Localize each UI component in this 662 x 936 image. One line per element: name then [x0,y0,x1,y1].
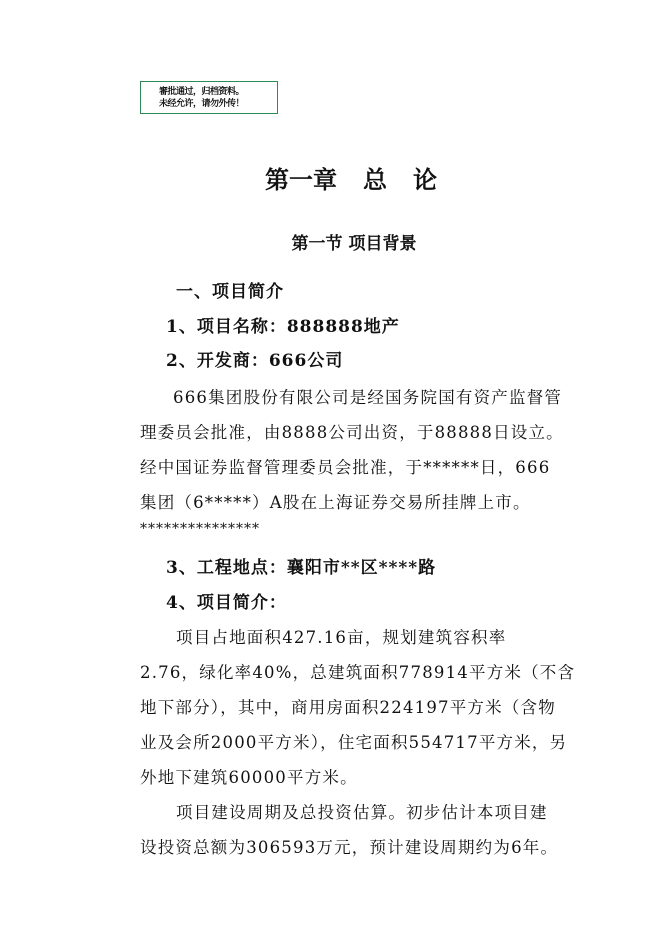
section-title: 第一节 项目背景 [291,234,417,254]
paragraph-line: 2.76，绿化率40%，总建筑面积778914平方米（不含 [140,663,576,682]
paragraph-line: 项目建设周期及总投资估算。初步估计本项目建 [176,803,548,822]
item-location: 3、工程地点：襄阳市**区****路 [166,558,437,578]
chapter-word-1: 总 [363,165,387,194]
project-paragraph [140,620,576,795]
chapter-number: 第一章 [265,165,337,194]
stamp-line-2: 未经允许，请勿外传！ [159,99,245,109]
company-paragraph [140,380,564,520]
approval-stamp [140,81,278,114]
paragraph-line: 项目占地面积427.16亩，规划建筑容积率 [176,628,507,647]
paragraph-line: 666集团股份有限公司是经国务院国有资产监督管 [173,388,563,407]
heading-project-overview: 一、项目简介 [176,282,284,302]
item-developer: 2、开发商：666公司 [166,351,344,371]
paragraph-line: 设投资总额为306593万元，预计建设周期约为6年。 [140,838,559,857]
paragraph-line: 经中国证券监督管理委员会批准，于******日，666 [140,458,551,477]
item-project-summary: 4、项目简介： [166,593,287,613]
paragraph-line: 理委员会批准，由8888公司出资，于88888日设立。 [140,423,564,442]
chapter-word-2: 论 [413,165,437,194]
paragraph-line: 地下部分），其中，商用房面积224197平方米（含物 [140,698,556,717]
paragraph-line: 业及会所2000平方米），住宅面积554717平方米，另 [140,733,568,752]
paragraph-line: 外地下建筑60000平方米。 [140,768,358,787]
item-project-name: 1、项目名称：888888地产 [166,317,400,337]
asterisk-line: *************** [140,521,260,537]
chapter-title [0,160,662,195]
paragraph-line: 集团（6*****）A股在上海证券交易所挂牌上市。 [140,493,531,512]
investment-paragraph [140,795,560,865]
stamp-line-1: 審批通过，归档资料。 [159,87,245,97]
